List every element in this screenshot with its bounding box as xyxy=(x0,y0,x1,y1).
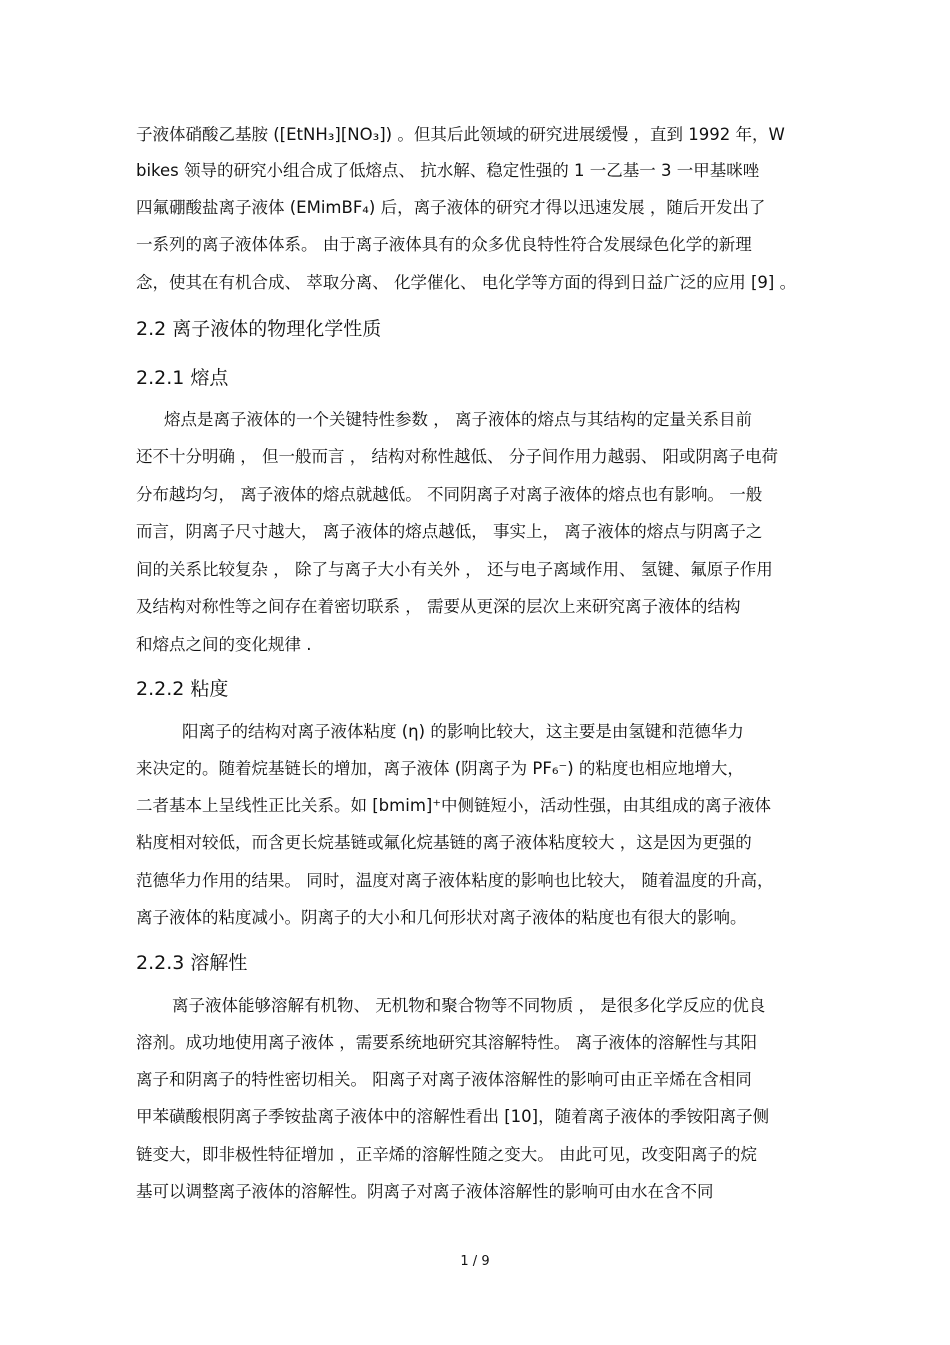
paragraph-line: 溶剂。成功地使用离子液体 ，需要系统地研究其溶解特性。 离子液体的溶解性与其阳 xyxy=(136,1033,757,1052)
paragraph-line: 而言，阴离子尺寸越大， 离子液体的熔点越低， 事实上， 离子液体的熔点与阴离子之 xyxy=(136,522,763,541)
paragraph-line: 离子和阴离子的特性密切相关。 阳离子对离子液体溶解性的影响可由正辛烯在含相同 xyxy=(136,1070,752,1089)
paragraph-line: 和熔点之间的变化规律 . xyxy=(136,635,312,654)
paragraph-line: 链变大，即非极性特征增加 ，正辛烯的溶解性随之变大。 由此可见，改变阳离子的烷 xyxy=(136,1145,757,1164)
paragraph-line: 来决定的。随着烷基链长的增加，离子液体 (阴离子为 PF₆⁻) 的粘度也相应地增大， xyxy=(136,759,744,778)
intro-line: bikes 领导的研究小组合成了低熔点、 抗水解、稳定性强的 1 一乙基一 3 一甲基咪唑 xyxy=(136,161,760,180)
paragraph-line: 甲苯磺酸根阴离子季铵盐离子液体中的溶解性看出 [10]，随着离子液体的季铵阳离子侧 xyxy=(136,1107,770,1126)
paragraph-line: 分布越均匀， 离子液体的熔点就越低。 不同阴离子对离子液体的熔点也有影响。 一般 xyxy=(136,485,763,504)
paragraph-line: 粘度相对较低，而含更长烷基链或氟化烷基链的离子液体粘度较大 ，这是因为更强的 xyxy=(136,833,752,852)
paragraph-line: 还不十分明确 ， 但一般而言 ， 结构对称性越低、 分子间作用力越弱、 阳或阴离子电荷 xyxy=(136,447,778,466)
paragraph-line: 及结构对称性等之间存在着密切联系 ， 需要从更深的层次上来研究离子液体的结构 xyxy=(136,597,741,616)
intro-line: 念，使其在有机合成、 萃取分离、 化学催化、 电化学等方面的得到日益广泛的应用 [9] 。 xyxy=(136,273,797,292)
section-heading: 2.2 离子液体的物理化学性质 xyxy=(136,318,382,340)
paragraph-line: 离子液体的粘度减小。阴离子的大小和几何形状对离子液体的粘度也有很大的影响。 xyxy=(136,908,747,927)
paragraph-line: 间的关系比较复杂 ， 除了与离子大小有关外 ， 还与电子离域作用、 氢键、氟原子作用 xyxy=(136,560,773,579)
intro-line: 子液体硝酸乙基胺 ([EtNH₃][NO₃]) 。但其后此领域的研究进展缓慢 ，直到 1992 年，W xyxy=(136,125,785,144)
paragraph-line: 阳离子的结构对离子液体粘度 (η) 的影响比较大，这主要是由氢键和范德华力 xyxy=(182,722,744,741)
paragraph-line: 基可以调整离子液体的溶解性。阴离子对离子液体溶解性的影响可由水在含不同 xyxy=(136,1182,714,1201)
intro-line: 一系列的离子液体体系。 由于离子液体具有的众多优良特性符合发展绿色化学的新理 xyxy=(136,235,752,254)
paragraph-line: 二者基本上呈线性正比关系。如 [bmim]⁺中侧链短小，活动性强，由其组成的离子液体 xyxy=(136,796,772,815)
subsection-heading-melting-point: 2.2.1 熔点 xyxy=(136,367,229,389)
intro-line: 四氟硼酸盐离子液体 (EMimBF₄) 后，离子液体的研究才得以迅速发展 ，随后开发出了 xyxy=(136,198,766,217)
paragraph-line: 范德华力作用的结果。 同时，温度对离子液体粘度的影响也比较大， 随着温度的升高， xyxy=(136,871,774,890)
page-number: 1 / 9 xyxy=(460,1254,490,1269)
paragraph-line: 熔点是离子液体的一个关键特性参数 ， 离子液体的熔点与其结构的定量关系目前 xyxy=(164,410,752,429)
paragraph-line: 离子液体能够溶解有机物、 无机物和聚合物等不同物质 ， 是很多化学反应的优良 xyxy=(172,996,766,1015)
subsection-heading-viscosity: 2.2.2 粘度 xyxy=(136,678,229,700)
subsection-heading-solubility: 2.2.3 溶解性 xyxy=(136,952,248,974)
